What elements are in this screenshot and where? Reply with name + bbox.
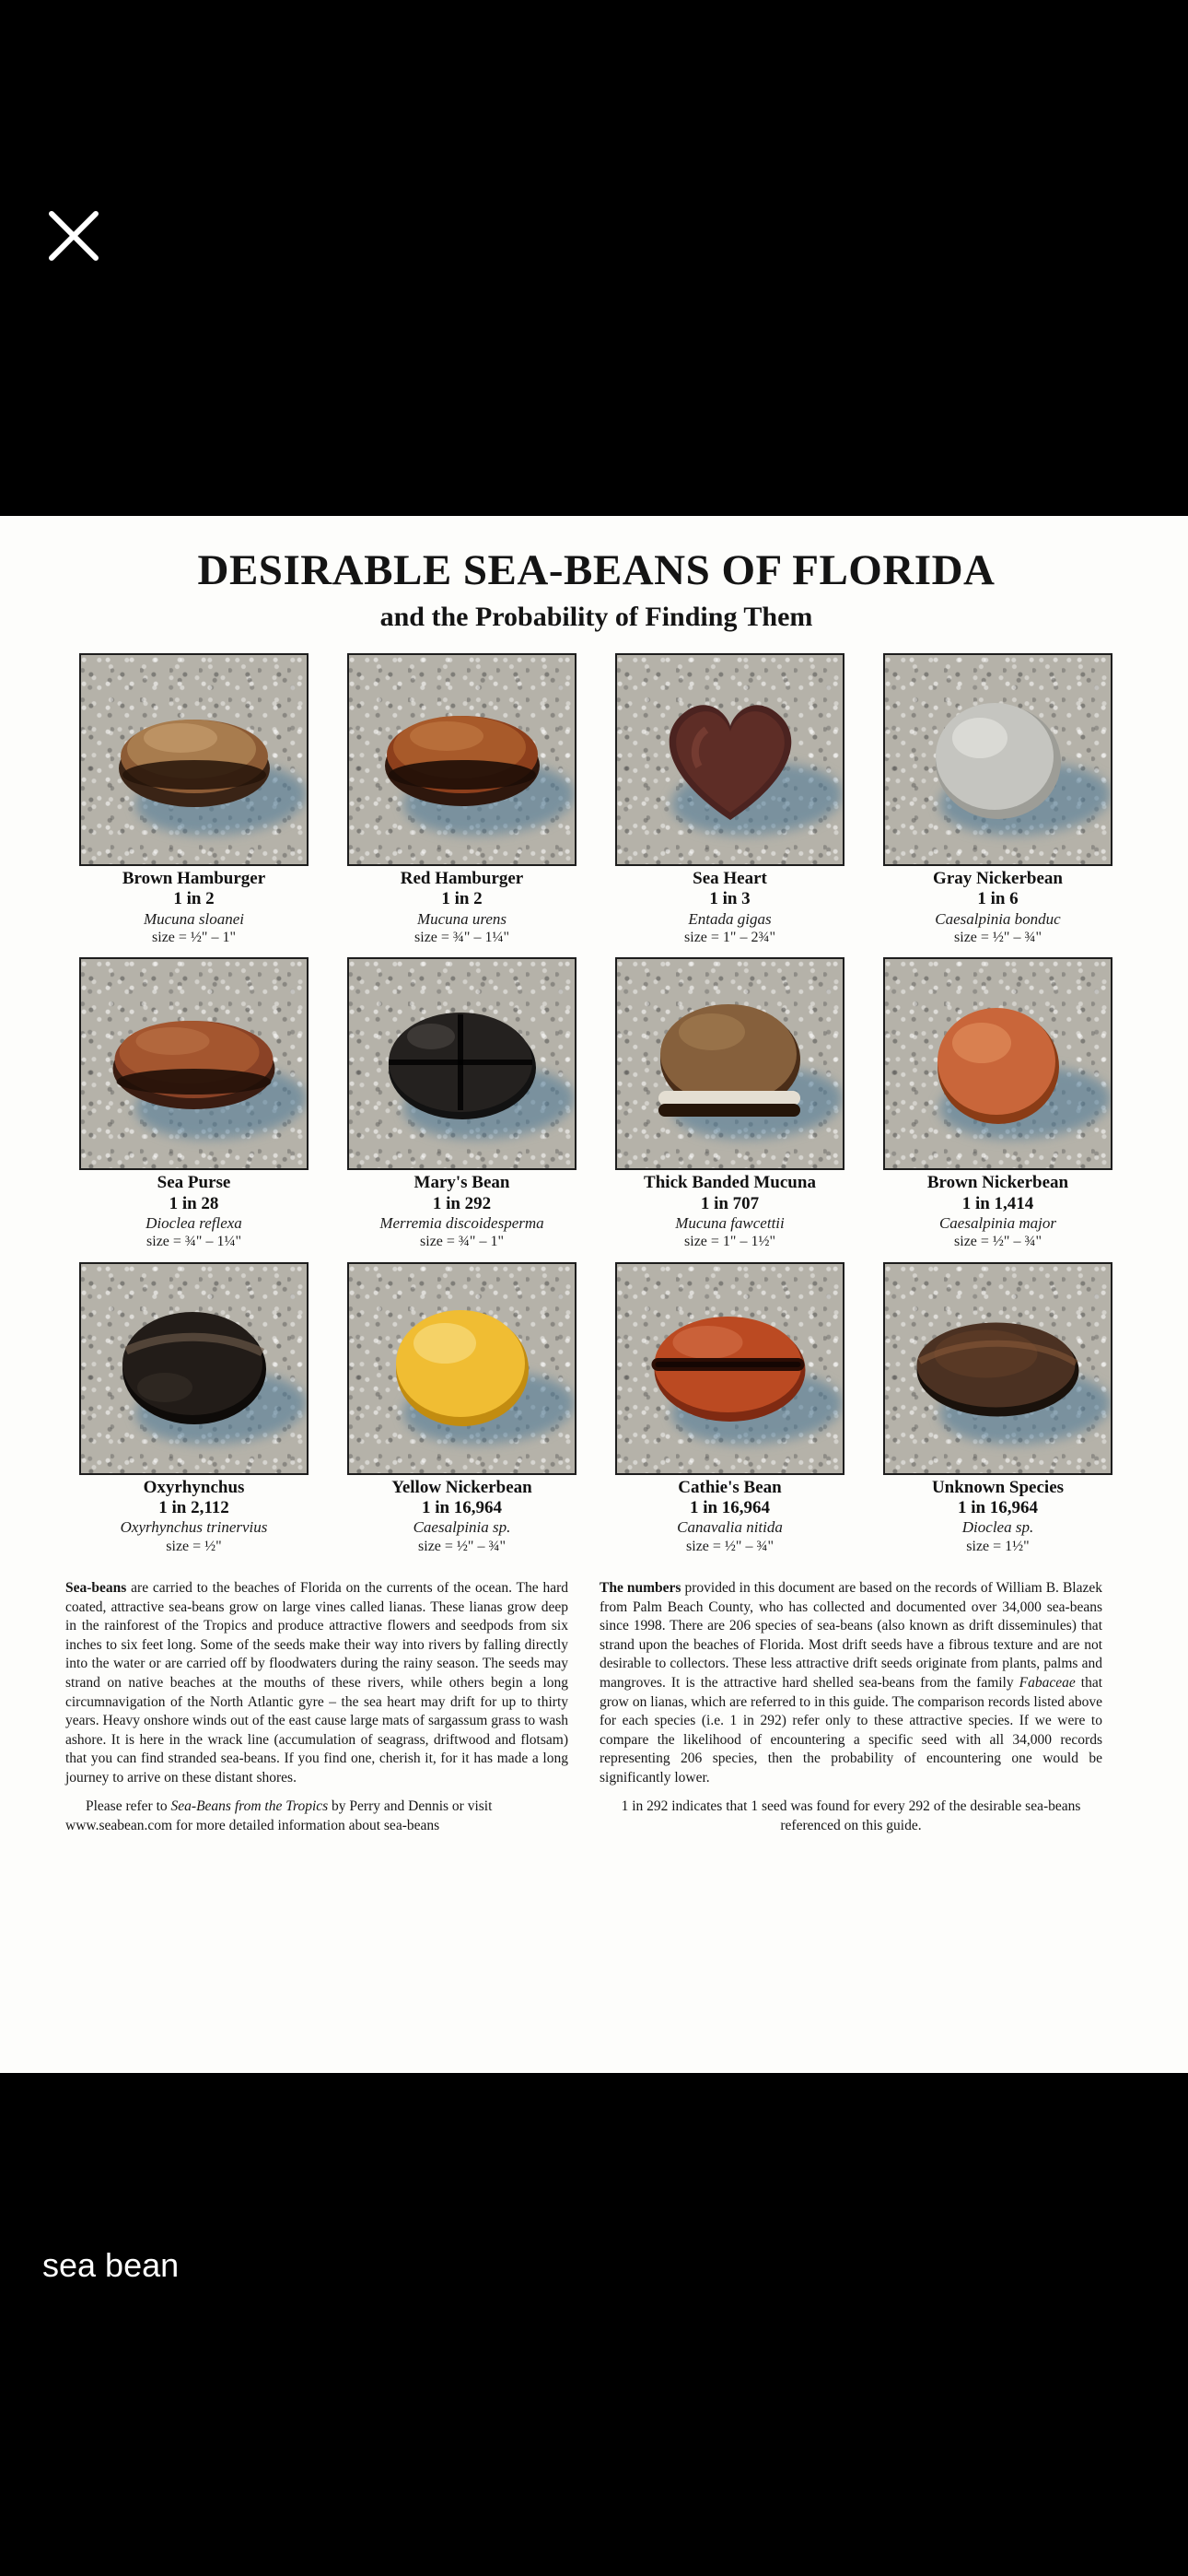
specimen-size: size = ½" – 1": [152, 929, 236, 945]
specimen-name: Brown Hamburger: [122, 868, 266, 888]
specimen-photo: [347, 957, 577, 1170]
specimen-photo: [615, 653, 844, 866]
viewer-bottom-bar: [0, 2073, 1188, 2576]
specimen-photo: [79, 1262, 309, 1475]
specimen-size: size = ¾" – 1¼": [414, 929, 509, 945]
right-paragraph-2: that grow on lianas, which are referred to in this guide. The comparison records listed above for each species (i.e. 1 in 292) refer only to these attractive species. If we were to compare the likelihood of encountering a specific seed with all 34,000 records representing 206 species, then the probability of encountering one would be significantly lower.: [600, 1674, 1103, 1786]
specimen-scientific-name: Canavalia nitida: [677, 1518, 783, 1537]
left-lead: Sea-beans: [65, 1579, 127, 1596]
bean-illustration: [647, 685, 813, 833]
specimen-name: Red Hamburger: [400, 868, 524, 888]
specimen-name: Sea Heart: [693, 868, 767, 888]
specimen-probability: 1 in 28: [169, 1193, 219, 1213]
specimen-scientific-name: Dioclea sp.: [961, 1518, 1034, 1537]
specimen-name: Mary's Bean: [413, 1173, 510, 1193]
specimen-caption: [883, 869, 1112, 946]
specimen-name: Sea Purse: [157, 1173, 231, 1193]
specimen-size: size = ¾" – 1": [420, 1234, 504, 1250]
specimen-scientific-name: Entada gigas: [688, 909, 772, 928]
right-lead: The numbers: [600, 1579, 681, 1596]
specimen-probability: 1 in 16,964: [689, 1497, 771, 1517]
specimen-scientific-name: Caesalpinia bonduc: [935, 909, 1061, 928]
bean-illustration: [925, 690, 1072, 828]
specimen-caption: [79, 1478, 309, 1555]
specimen-card: [60, 653, 328, 946]
left-paragraph: are carried to the beaches of Florida on the currents of the ocean. The hard coated, attractive sea-beans grow on large vines called lianas. These lianas grow deep in the rainforest of the Tropics and produce attractive flowers and seedpods from six inches to six feet long. Some of the seeds make their way into rivers by falling directly into the water or are carried off by floodwaters during the rainy season. The seeds may strand on native beaches at the mouths of these rivers, while others begin a long circumnavigation of the North Atlantic gyre – the sea heart may drift for up to thirty years. Heavy onshore winds out of the east cause large mats of sargassum grass to wash ashore. It is here in the wrack line (accumulation of seagrass, driftwood and flotsam) that you can find stranded sea-beans. If you find one, cherish it, for it has made a long journey to arrive on these distant shores.: [65, 1579, 568, 1786]
specimen-scientific-name: Oxyrhynchus trinervius: [120, 1518, 268, 1537]
specimen-scientific-name: Mucuna sloanei: [143, 909, 245, 928]
bean-illustration: [384, 1299, 541, 1437]
specimen-size: size = ½" – ¾": [954, 1234, 1042, 1250]
specimen-size: size = ½" – ¾": [954, 929, 1042, 945]
specimen-caption: [347, 869, 577, 946]
specimen-caption: [883, 1173, 1112, 1250]
bean-illustration: [111, 1299, 277, 1437]
specimen-name: Gray Nickerbean: [933, 868, 1063, 888]
left-note-title: Sea-Beans from the Tropics: [170, 1797, 329, 1814]
right-paragraph-1: provided in this document are based on the records of William B. Blazek from Palm Beach County, who has collected and documented over 34,000 sea-beans since 1998. There are 206 species of sea-beans (also known as drift disseminules) that strand upon the beaches of Florida. Most drift seeds have a fibrous texture and are not desirable to collectors. These less attractive drift seeds originate from plants, palms and mangroves. It is the attractive hard shelled sea-beans from the family: [600, 1579, 1103, 1691]
specimen-name: Oxyrhynchus: [143, 1477, 245, 1497]
page-subtitle: and the Probability of Finding Them: [379, 601, 813, 632]
specimen-card: [328, 1262, 596, 1555]
specimen-photo: [615, 957, 844, 1170]
specimen-caption: [79, 1173, 309, 1250]
specimen-scientific-name: Caesalpinia major: [938, 1213, 1057, 1232]
bean-illustration: [107, 699, 282, 819]
specimen-scientific-name: Mucuna fawcettii: [675, 1213, 785, 1232]
specimen-name: Unknown Species: [931, 1477, 1065, 1497]
bean-illustration: [647, 995, 813, 1133]
specimen-caption: [615, 869, 844, 946]
specimen-name: Yellow Nickerbean: [391, 1477, 532, 1497]
bean-illustration: [104, 1004, 284, 1124]
specimen-probability: 1 in 3: [709, 889, 751, 909]
specimen-probability: 1 in 1,414: [961, 1193, 1034, 1213]
specimen-probability: 1 in 2: [441, 889, 483, 909]
specimen-size: size = ½" – ¾": [418, 1538, 506, 1554]
specimen-size: size = 1" – 2¾": [684, 929, 775, 945]
specimen-probability: 1 in 6: [977, 889, 1019, 909]
right-family-name: Fabaceae: [1019, 1674, 1076, 1691]
specimen-card: [864, 653, 1132, 946]
specimen-caption: [79, 869, 309, 946]
specimen-card: [328, 957, 596, 1250]
viewer-top-bar: [0, 0, 1188, 516]
left-note-suffix: by Perry and Dennis or visit www.seabean.com for more detailed information about sea-beans: [65, 1797, 493, 1833]
right-note: 1 in 292 indicates that 1 seed was found for every 292 of the desirable sea-beans referenced on this guide.: [621, 1797, 1081, 1833]
specimen-card: [596, 957, 864, 1250]
body-left-column: [65, 1579, 568, 1845]
specimen-card: [596, 653, 864, 946]
specimen-card: [328, 653, 596, 946]
close-icon: [42, 205, 105, 267]
specimen-probability: 1 in 16,964: [957, 1497, 1039, 1517]
specimen-probability: 1 in 2: [173, 889, 215, 909]
specimen-caption: [883, 1478, 1112, 1555]
specimen-size: size = ½": [166, 1538, 222, 1554]
specimen-photo: [615, 1262, 844, 1475]
specimen-probability: 1 in 292: [432, 1193, 492, 1213]
bean-illustration: [375, 699, 550, 819]
specimen-caption: [347, 1173, 577, 1250]
left-note-prefix: Please refer to: [86, 1797, 171, 1814]
specimen-name: Brown Nickerbean: [926, 1173, 1069, 1193]
body-text: [60, 1579, 1133, 1845]
bean-illustration: [908, 1306, 1088, 1431]
bean-illustration: [379, 1000, 545, 1129]
specimen-caption: [347, 1478, 577, 1555]
document-content: [60, 533, 1133, 1844]
specimen-scientific-name: Merremia discoidesperma: [379, 1213, 544, 1232]
specimen-caption: [615, 1478, 844, 1555]
specimen-photo: [883, 957, 1112, 1170]
specimen-scientific-name: Dioclea reflexa: [146, 1213, 242, 1232]
specimen-probability: 1 in 16,964: [421, 1497, 503, 1517]
specimen-photo: [79, 653, 309, 866]
page-title: DESIRABLE SEA-BEANS OF FLORIDA: [197, 546, 996, 594]
specimen-name: Thick Banded Mucuna: [644, 1173, 816, 1193]
specimen-card: [60, 957, 328, 1250]
specimen-photo: [883, 1262, 1112, 1475]
specimen-scientific-name: Mucuna urens: [416, 909, 507, 928]
specimen-card: [864, 957, 1132, 1250]
specimen-card: [864, 1262, 1132, 1555]
specimen-photo: [883, 653, 1112, 866]
close-button[interactable]: [42, 205, 105, 267]
image-caption: sea bean: [42, 2246, 180, 2284]
specimen-grid: [60, 653, 1133, 1566]
specimen-probability: 1 in 2,112: [158, 1497, 229, 1517]
specimen-size: size = 1" – 1½": [684, 1234, 775, 1250]
specimen-size: size = ½" – ¾": [686, 1538, 774, 1554]
specimen-photo: [79, 957, 309, 1170]
specimen-size: size = 1½": [966, 1538, 1030, 1554]
specimen-probability: 1 in 707: [700, 1193, 760, 1213]
bean-illustration: [645, 1304, 815, 1433]
body-right-column: [600, 1579, 1102, 1845]
document-image[interactable]: [0, 516, 1188, 2073]
specimen-card: [596, 1262, 864, 1555]
specimen-card: [60, 1262, 328, 1555]
specimen-size: size = ¾" – 1¼": [146, 1234, 241, 1250]
specimen-name: Cathie's Bean: [678, 1477, 782, 1497]
specimen-caption: [615, 1173, 844, 1250]
specimen-photo: [347, 1262, 577, 1475]
bean-illustration: [925, 995, 1072, 1133]
specimen-scientific-name: Caesalpinia sp.: [413, 1518, 511, 1537]
specimen-photo: [347, 653, 577, 866]
